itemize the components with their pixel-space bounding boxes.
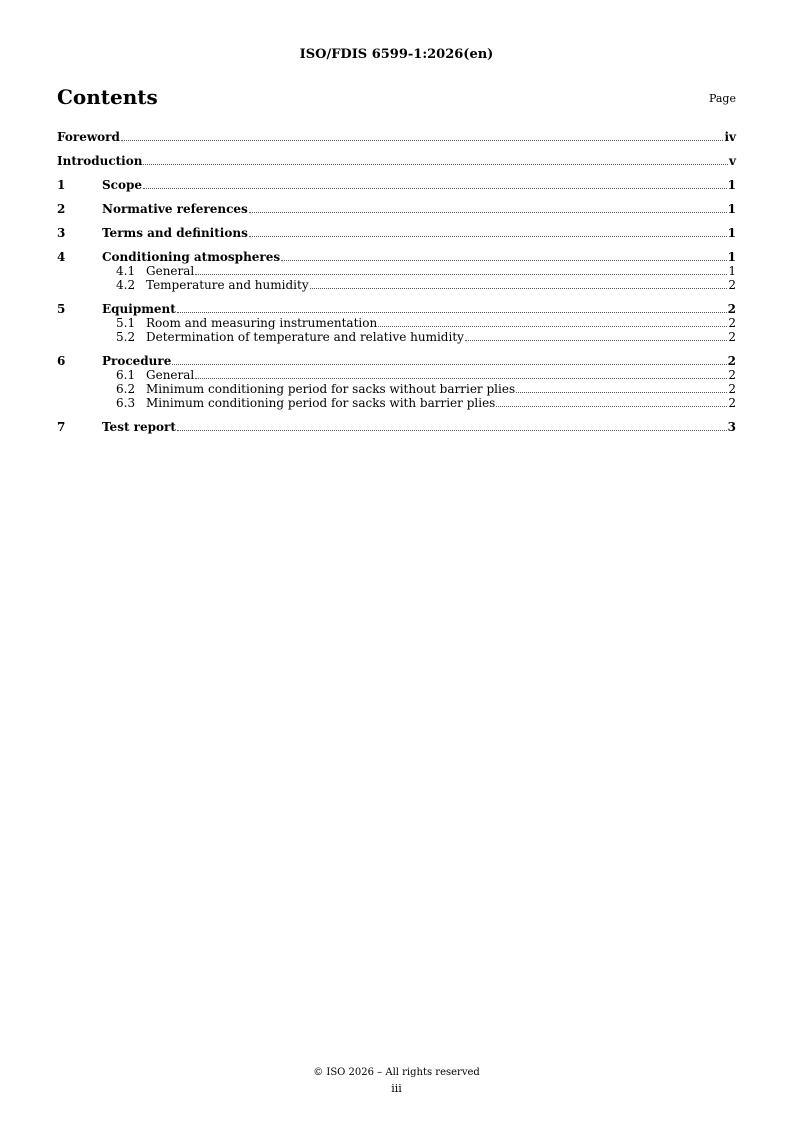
toc-number: 5 [57, 302, 66, 316]
toc-page: 2 [728, 278, 736, 292]
toc-entry-introduction[interactable] [57, 151, 736, 168]
toc-number: 6.2 [116, 382, 136, 396]
toc-page: 1 [727, 178, 736, 192]
toc-number: 1 [57, 178, 66, 192]
toc-entry-foreword[interactable] [57, 127, 736, 144]
toc-page: 3 [727, 420, 736, 434]
page-number: iii [391, 1082, 402, 1095]
toc-subentry-6-3[interactable] [57, 396, 736, 410]
dot-leader [496, 406, 727, 407]
toc-label: Procedure [102, 354, 172, 368]
toc-label: Test report [102, 420, 176, 434]
toc-label: Room and measuring instrumentation [146, 316, 378, 330]
toc-page: 1 [727, 202, 736, 216]
dot-leader [281, 260, 726, 261]
dot-leader [143, 164, 728, 165]
dot-leader [172, 364, 726, 365]
toc-page: 2 [728, 396, 736, 410]
dot-leader [249, 212, 727, 213]
toc-page: 2 [728, 330, 736, 344]
toc-label: Determination of temperature and relative humidity [146, 330, 464, 344]
copyright-notice: © ISO 2026 – All rights reserved [313, 1067, 480, 1078]
toc-entry-normative-references[interactable] [57, 199, 736, 216]
toc-entry-scope[interactable] [57, 175, 736, 192]
toc-entry-conditioning-atmospheres[interactable] [57, 247, 736, 264]
dot-leader [177, 312, 727, 313]
toc-number: 4.2 [116, 278, 136, 292]
dot-leader [516, 392, 727, 393]
toc-subentry-6-2[interactable] [57, 382, 736, 396]
dot-leader [177, 430, 727, 431]
dot-leader [378, 326, 727, 327]
toc-page: 2 [727, 302, 736, 316]
toc-subentry-5-2[interactable] [57, 330, 736, 344]
toc-subentry-5-1[interactable] [57, 316, 736, 330]
toc-number: 2 [57, 202, 66, 216]
dot-leader [465, 340, 727, 341]
toc-number: 5.2 [116, 330, 136, 344]
toc-entry-test-report[interactable] [57, 417, 736, 434]
dot-leader [249, 236, 727, 237]
page-footer [0, 1067, 793, 1095]
toc-entry-terms-and-definitions[interactable] [57, 223, 736, 240]
toc-page: 1 [727, 226, 736, 240]
document-id-header: ISO/FDIS 6599-1:2026(en) [299, 47, 494, 62]
toc-subentry-6-1[interactable] [57, 368, 736, 382]
toc-page: 2 [728, 316, 736, 330]
toc-label: General [146, 264, 195, 278]
toc-number: 6.1 [116, 368, 136, 382]
toc-label: Terms and definitions [102, 226, 248, 240]
toc-entry-procedure[interactable] [57, 351, 736, 368]
toc-page: 2 [728, 368, 736, 382]
toc-number: 4 [57, 250, 66, 264]
toc-label: Temperature and humidity [146, 278, 309, 292]
dot-leader [310, 288, 728, 289]
toc-subentry-4-2[interactable] [57, 278, 736, 292]
toc-label: Equipment [102, 302, 176, 316]
toc-label: Minimum conditioning period for sacks with barrier plies [146, 396, 496, 410]
toc-label: Normative references [102, 202, 248, 216]
toc-number: 6 [57, 354, 66, 368]
toc-page: 2 [728, 382, 736, 396]
toc-label: Foreword [57, 130, 120, 144]
toc-number: 4.1 [116, 264, 136, 278]
toc-page: 1 [728, 264, 736, 278]
toc-label: Minimum conditioning period for sacks without barrier plies [146, 382, 516, 396]
contents-title: Contents [57, 85, 158, 109]
toc-subentry-4-1[interactable] [57, 264, 736, 278]
toc-label: Scope [102, 178, 143, 192]
toc-page: 2 [727, 354, 736, 368]
toc-page: iv [724, 130, 736, 144]
dot-leader [121, 140, 724, 141]
dot-leader [143, 188, 727, 189]
toc-label: Conditioning atmospheres [102, 250, 281, 264]
toc-page: v [729, 154, 736, 168]
dot-leader [195, 274, 727, 275]
toc-number: 7 [57, 420, 66, 434]
toc-number: 5.1 [116, 316, 136, 330]
toc-label: General [146, 368, 195, 382]
contents-title-row [57, 85, 736, 111]
toc-number: 6.3 [116, 396, 136, 410]
toc-label: Introduction [57, 154, 143, 168]
toc-entry-equipment[interactable] [57, 299, 736, 316]
dot-leader [195, 378, 727, 379]
toc-page: 1 [727, 250, 736, 264]
table-of-contents [57, 127, 736, 434]
page-column-label: Page [708, 92, 736, 105]
toc-number: 3 [57, 226, 66, 240]
